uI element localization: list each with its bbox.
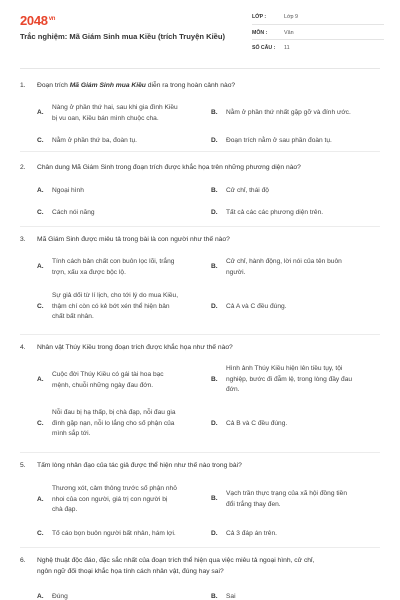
question-separator	[20, 452, 380, 453]
info-row-count	[252, 43, 384, 56]
quiz-info	[252, 12, 384, 59]
question-text: 1. Đoạn trích Mã Giám Sinh mua Kiều diễn ra trong hoàn cảnh nào?	[20, 82, 236, 89]
question-text: 3. Mã Giám Sinh được miêu tả trong bài là con người như thế nào?	[20, 236, 230, 243]
info-row-subject	[252, 28, 384, 41]
info-value: Văn	[284, 29, 294, 36]
page-header	[0, 0, 400, 66]
page-title: Trắc nghiệm: Mã Giám Sinh mua Kiều (trích Truyện Kiều)	[20, 32, 226, 41]
info-label: SỐ CÂU :	[252, 45, 276, 51]
info-value: Lớp 9	[284, 14, 299, 20]
header-divider	[20, 68, 380, 69]
question-text: 6. Nghệ thuật độc đáo, đặc sắc nhất của đoạn trích thể hiện qua việc miêu tả ngoại hình, cử chỉ, ngôn ngữ đối thoại khắc họa tính cách nhân vật, đúng hay sai?	[20, 557, 315, 575]
question-text: 2. Chân dung Mã Giám Sinh trong đoạn trích được khắc họa trên những phương diện nào?	[20, 164, 301, 171]
question-separator	[20, 151, 380, 152]
info-label: MÔN :	[252, 29, 268, 36]
question-text: 5. Tấm lòng nhân đạo của tác giả được thể hiện như thế nào trong bài?	[20, 462, 242, 469]
info-row-class	[252, 12, 384, 25]
question-text: 4. Nhân vật Thúy Kiều trong đoạn trích được khắc họa như thế nào?	[20, 344, 233, 351]
question-separator	[20, 547, 380, 548]
question-separator	[20, 226, 380, 227]
question-separator	[20, 334, 380, 335]
info-value: 11	[284, 45, 290, 51]
info-label: LỚP :	[252, 14, 267, 20]
site-logo[interactable]: $2048^{vn}$	[20, 13, 56, 28]
